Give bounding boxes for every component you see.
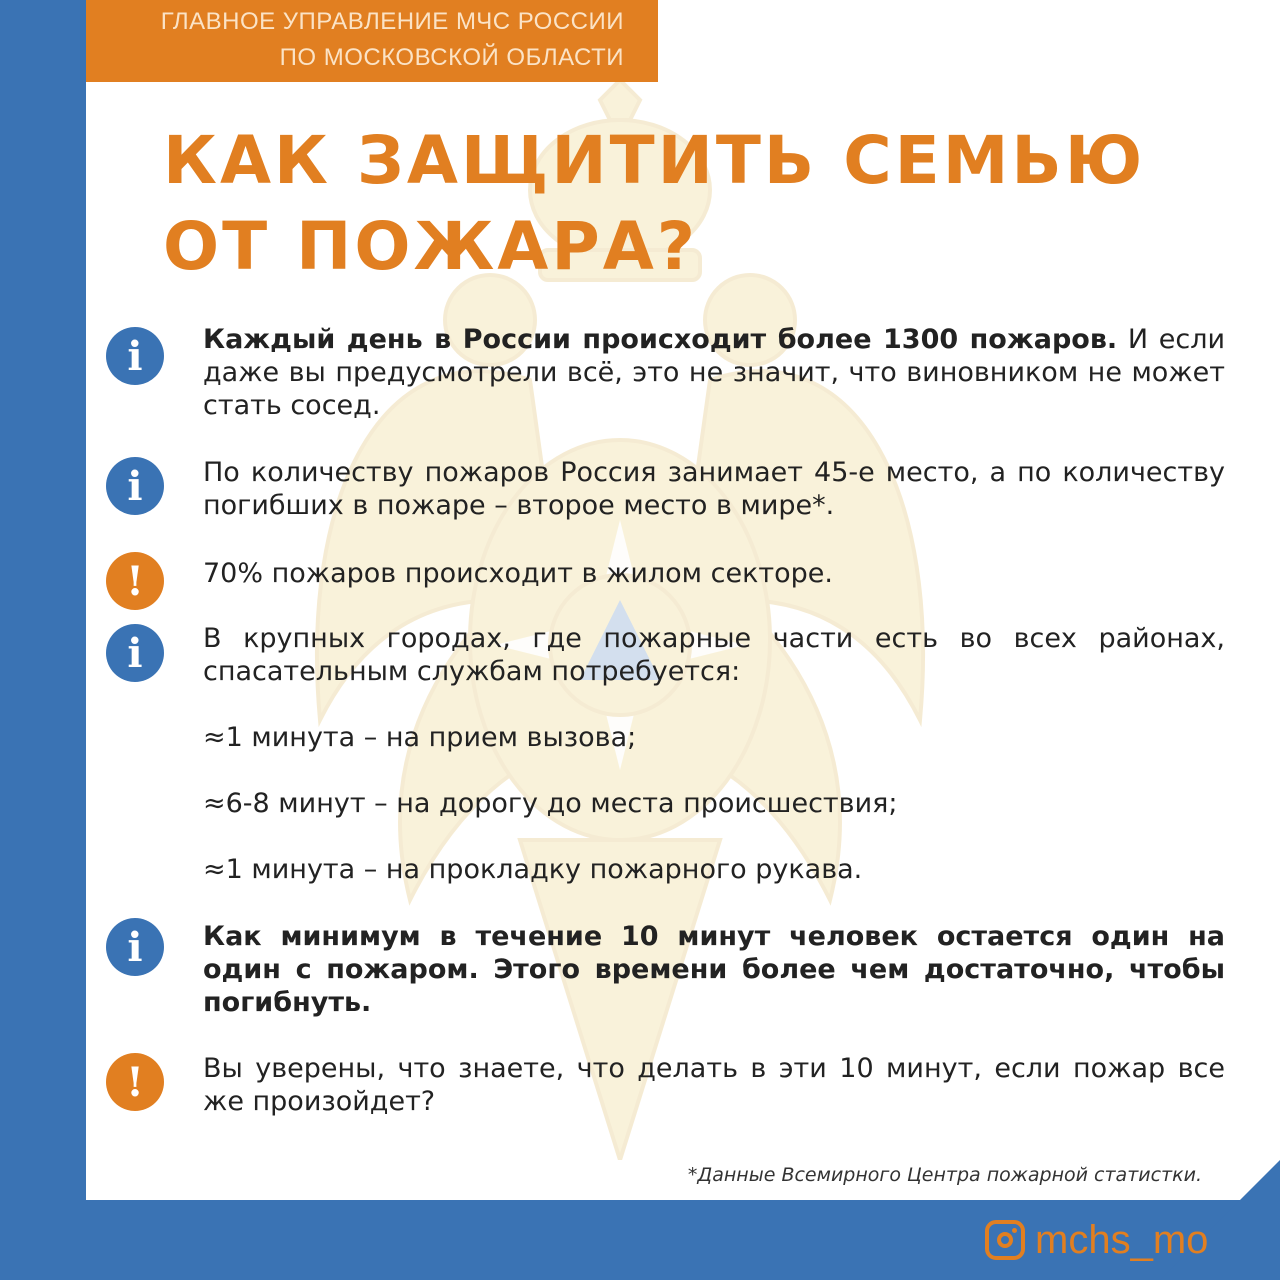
info-icon: i [106,624,164,682]
list-item: ≈1 минута – на прокладку пожарного рукава. [203,854,863,885]
fact-item-6: Вы уверены, что знаете, что делать в эти 10 минут, если пожар все же произойдет? [203,1053,1225,1117]
fact-item-3: 70% пожаров происходит в жилом секторе. [203,558,833,589]
fact-item-1 [203,323,1225,422]
instagram-link[interactable] [985,1212,1208,1268]
left-blue-strip [0,0,86,1280]
instagram-handle: mchs_mo [1035,1217,1209,1262]
list-item: ≈1 минута – на прием вызова; [203,722,637,753]
fact-item-1-text: И если даже вы предусмотрели всё, это не значит, что виновником не может стать сосед. [203,324,1225,421]
warning-icon: ! [106,552,164,610]
fact-item-2: По количеству пожаров Россия занимает 45-е место, а по количеству погибших в пожаре – второе место в мире*. [203,457,1225,521]
list-item: ≈6-8 минут – на дорогу до места происшествия; [203,788,898,819]
fact-item-4: В крупных городах, где пожарные части есть во всех районах, спасательным службам потребуется: [203,623,1225,687]
instagram-icon [985,1220,1025,1260]
fact-item-1-bold: Каждый день в России происходит более 1300 пожаров. [203,324,1118,355]
page-title [163,118,1223,290]
warning-icon: ! [106,1053,164,1111]
info-icon: i [106,327,164,385]
fact-item-5-bold: Как минимум в течение 10 минут человек остается один на один с пожаром. Этого времени более чем достаточно, чтобы погибнуть. [203,921,1225,1018]
header-line-1: ГЛАВНОЕ УПРАВЛЕНИЕ МЧС РОССИИ [160,8,624,35]
title-line-2: ОТ ПОЖАРА? [163,208,699,285]
fact-item-5 [203,920,1225,1019]
title-line-1: КАК ЗАЩИТИТЬ СЕМЬЮ [163,122,1146,199]
header-line-2: ПО МОСКОВСКОЙ ОБЛАСТИ [279,44,624,71]
info-icon: i [106,918,164,976]
footnote: *Данные Всемирного Центра пожарной статистки. [687,1164,1202,1186]
header-banner [86,0,658,82]
info-icon: i [106,457,164,515]
